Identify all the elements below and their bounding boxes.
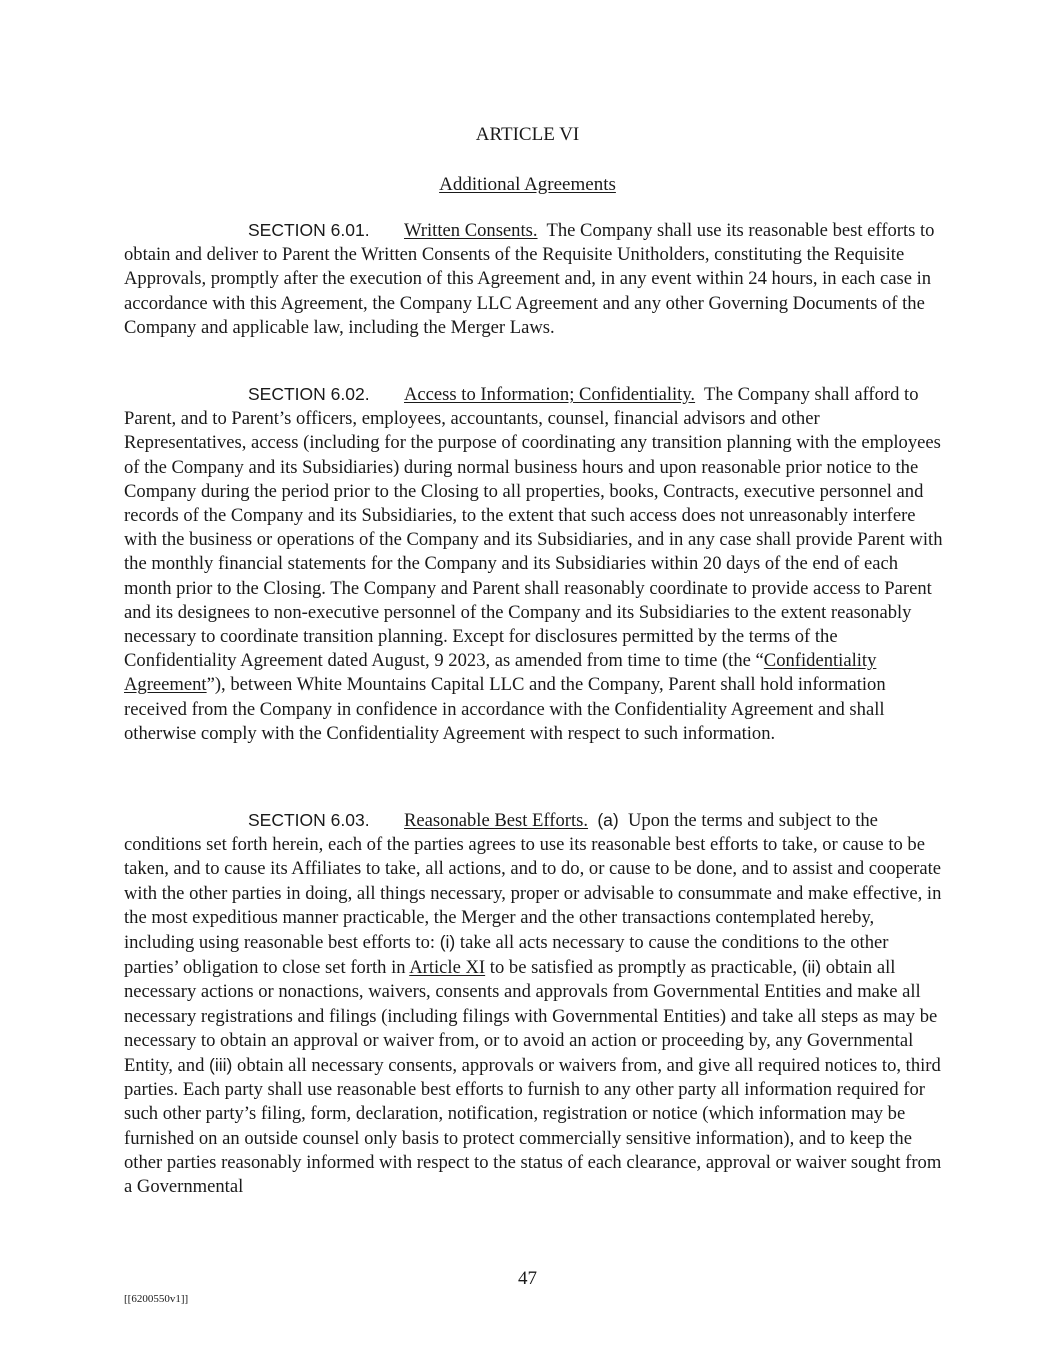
section-number: SECTION 6.02. (248, 384, 370, 404)
section-text: The Company shall afford to Parent, and to Parent’s officers, employees, accountants, counsel, financial advisors and other Representatives, access (including for the purpose of coordinating any transition planning with the employees of the Company and its Subsidiaries) during normal business hours and upon reasonable prior notice to the Company during the period prior to the Closing to all properties, books, Contracts, executive personnel and records of the Company and its Subsidiaries, to the extent that such access does not unreasonably interfere with the business or operations of the Company and its Subsidiaries, and in any case shall provide Parent with the monthly financial statements for the Company and its Subsidiaries within 20 days of the end of each month prior to the Closing. The Company and Parent shall reasonably coordinate to provide access to Parent and its designees to non-executive personnel of the Company and its Subsidiaries to the extent reasonably necessary to coordinate transition planning. Except for disclosures permitted by the terms of the Confidentiality Agreement dated August, 9 2023, as amended from time to time (the “ (124, 384, 943, 672)
section-text: to be satisfied as promptly as practicable, (489, 957, 797, 979)
section-heading: Written Consents. (404, 220, 538, 241)
page-number: 47 (518, 1268, 537, 1289)
article-reference: Article XI (409, 957, 486, 979)
document-id: [[6200550v1]] (124, 1293, 189, 1305)
clause-marker-ii: (ii) (801, 957, 822, 978)
clause-marker-a: (a) (597, 810, 619, 830)
section-number: SECTION 6.01. (248, 220, 370, 240)
section-text: Upon the terms and subject to the conditions set forth herein, each of the parties agrees to use its reasonable best efforts to take, or cause to be taken, and to cause its Affiliates to take, all actions, and to do, or cause to be done, and to assist and cooperate with the other parties in doing, all things necessary, proper or advisable to consummate and make effective, in the most expeditious manner practicable, the Merger and the other transactions contemplated hereby, including using reasonable best efforts to: (124, 810, 942, 954)
clause-marker-iii: (iii) (209, 1055, 233, 1076)
section-6-02 (124, 382, 944, 746)
section-heading: Access to Information; Confidentiality. (404, 384, 696, 405)
article-subtitle: Additional Agreements (439, 174, 616, 195)
article-title: ARTICLE VI (475, 124, 580, 145)
section-text: obtain all necessary consents, approvals or waivers from, and give all required notices to, third parties. Each party shall use reasonable best efforts to furnish to any other party all information required for such other party’s filing, form, declaration, notification, registration or notice (which information may be furnished on an outside counsel only basis to protect commercially sensitive information), and to keep the other parties reasonably informed with respect to the status of each clearance, approval or waiver sought from a Governmental (124, 1055, 942, 1198)
section-text: The Company shall use its reasonable best efforts to obtain and deliver to Parent the Written Consents of the Requisite Unitholders, constituting the Requisite Approvals, promptly after the execution of this Agreement and, in any event within 24 hours, in each case in accordance with this Agreement, the Company LLC Agreement and any other Governing Documents of the Company and applicable law, including the Merger Laws. (124, 220, 935, 338)
defined-term: Confidentiality Agreement (124, 650, 877, 696)
section-number: SECTION 6.03. (248, 810, 370, 830)
section-heading: Reasonable Best Efforts. (404, 810, 589, 831)
section-text: obtain all necessary actions or nonactions, waivers, consents and approvals from Governmental Entities and make all necessary registrations and filings (including filings with Governmental Entities) and take all steps as may be necessary to obtain an approval or waiver from, or to avoid an action or proceeding by, any Governmental Entity, and (124, 957, 938, 1077)
clause-marker-i: (i) (439, 932, 456, 953)
section-6-01 (124, 218, 944, 340)
section-6-03 (124, 808, 944, 1199)
section-text: take all acts necessary to cause the conditions to the other parties’ obligation to close set forth in (124, 932, 889, 979)
section-text-continued: ”), between White Mountains Capital LLC and the Company, Parent shall hold information received from the Company in confidence in accordance with the Confidentiality Agreement and shall otherwise comply with the Confidentiality Agreement with respect to such information. (124, 674, 886, 744)
